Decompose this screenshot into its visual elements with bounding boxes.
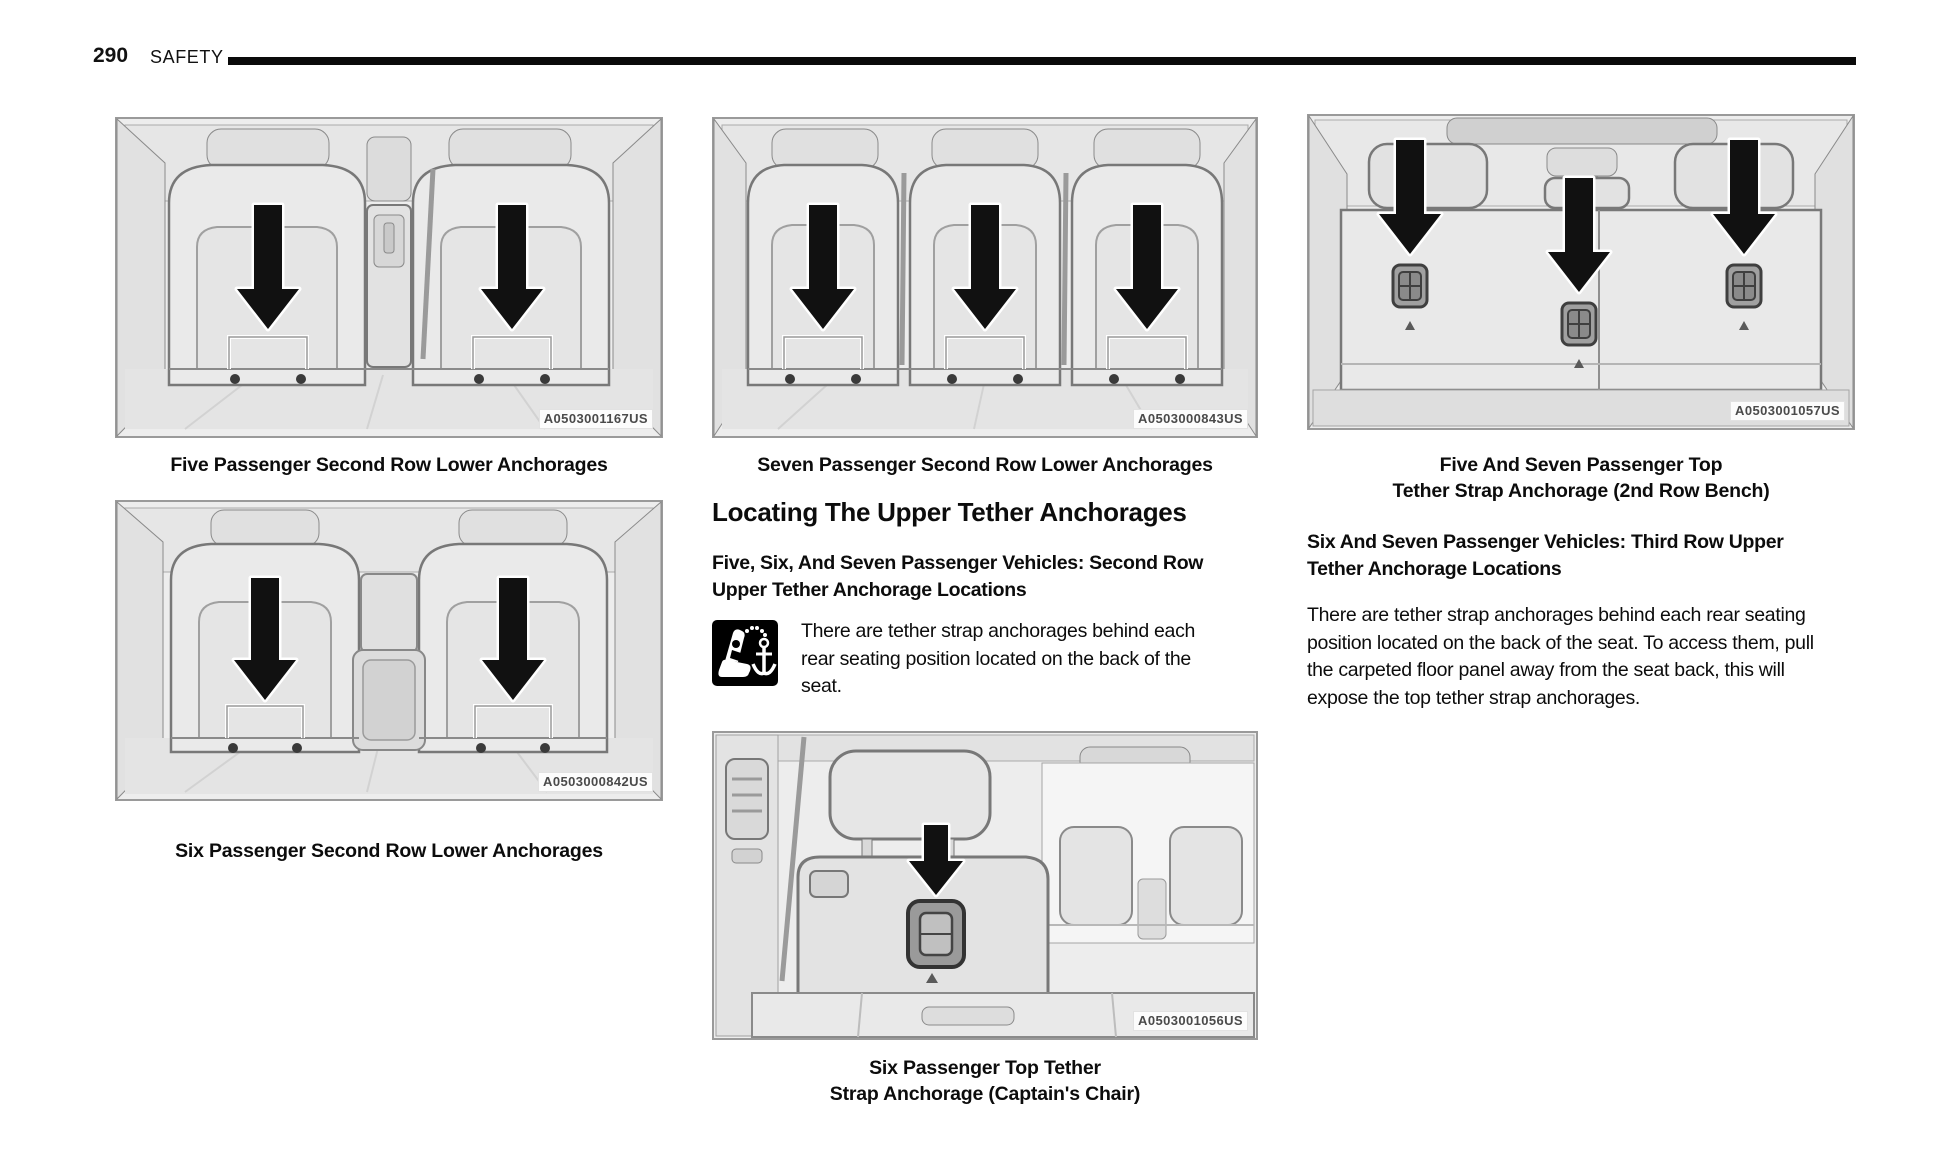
figure-caption: Six Passenger Second Row Lower Anchorages [175,840,603,862]
figure-code-badge: A0503001056US [1133,1011,1248,1031]
tether-anchorage-fitting [1727,265,1761,307]
figure-top-tether-2nd-row-bench [1307,114,1855,430]
top-tether-symbol-icon [712,620,778,686]
upper-tether-heading: Locating The Upper Tether Anchorages [712,497,1187,527]
figure-caption-line: Five And Seven Passenger Top [1439,454,1723,476]
figure-code-badge: A0503000843US [1133,409,1248,429]
figure-top-tether-captains-chair [712,731,1258,1040]
figure-six-passenger-lower-anchorages [115,500,663,801]
figure-five-passenger-lower-anchorages [115,117,663,438]
top-tether-bench-illustration [1307,114,1855,430]
tether-anchorage-fitting [1393,265,1427,307]
figure-code-badge: A0503001057US [1730,401,1845,421]
figure-code-badge: A0503001167US [539,409,653,429]
figure-caption [712,1055,1258,1107]
header-rule [228,57,1856,65]
top-tether-captains-chair-illustration [712,731,1258,1040]
second-row-subheading: Five, Six, And Seven Passenger Vehicles: Second Row Upper Tether Anchorage Locations [712,552,1204,601]
seven-passenger-second-row-illustration [712,117,1258,438]
figure-caption: Seven Passenger Second Row Lower Anchorages [757,454,1213,476]
figure-caption: Five Passenger Second Row Lower Anchorages [170,454,608,476]
child-seat-anchor-icon [712,620,778,686]
third-row-subheading: Six And Seven Passenger Vehicles: Third Row Upper Tether Anchorage Locations [1307,531,1784,580]
third-row-paragraph: There are tether strap anchorages behind each rear seating position located on the back of the seat. To access them, pull the carpeted floor panel away from the seat back, this will expose the top tether strap anchorages. [1307,604,1814,709]
second-row-paragraph: There are tether strap anchorages behind each rear seating position located on the back of the seat. [801,620,1196,697]
figure-caption-line: Six Passenger Top Tether [869,1057,1101,1079]
tether-anchorage-fitting [908,901,964,967]
figure-caption-line: Tether Strap Anchorage (2nd Row Bench) [1392,480,1770,502]
figure-seven-passenger-lower-anchorages [712,117,1258,438]
figure-caption-line: Strap Anchorage (Captain's Chair) [829,1083,1141,1105]
figure-code-badge: A0503000842US [538,772,653,792]
six-passenger-second-row-illustration [115,500,663,801]
tether-anchorage-fitting [1562,303,1596,345]
page-number: 290 [93,44,129,67]
section-title: SAFETY [150,47,224,67]
five-passenger-second-row-illustration [115,117,663,438]
figure-caption [1307,452,1855,504]
